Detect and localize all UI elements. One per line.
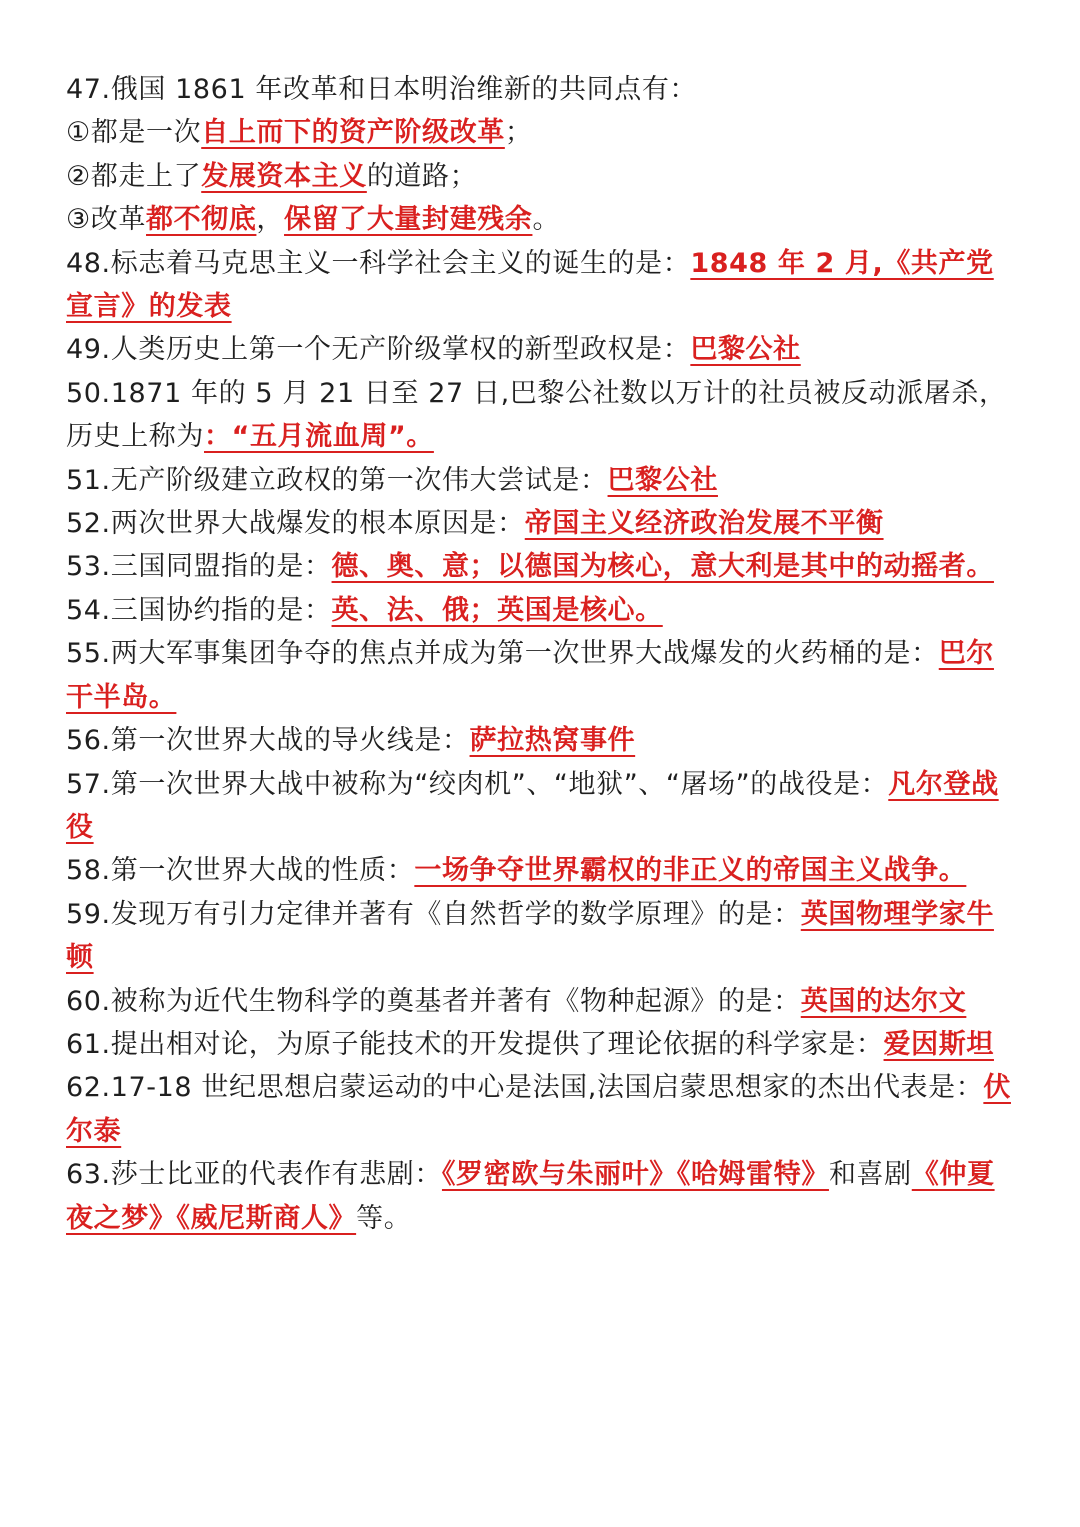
item-51 — [66, 459, 1018, 502]
item-63 — [66, 1153, 1018, 1240]
item-61-question: 61.提出相对论，为原子能技术的开发提供了理论依据的科学家是： — [66, 1028, 884, 1060]
item-60 — [66, 980, 1018, 1023]
item-51-question: 51.无产阶级建立政权的第一次伟大尝试是： — [66, 464, 608, 496]
item-50 — [66, 372, 1018, 459]
item-51-answer: 巴黎公社 — [607, 464, 718, 496]
item-47-point-3 — [66, 198, 1018, 241]
item-49-answer: 巴黎公社 — [690, 334, 801, 366]
item-53 — [66, 545, 1018, 588]
item-58-question: 58.第一次世界大战的性质： — [66, 855, 415, 887]
item-62 — [66, 1066, 1018, 1153]
answer-feudal-remnants: 保留了大量封建残余 — [284, 204, 533, 236]
item-61-answer: 爱因斯坦 — [883, 1028, 994, 1060]
item-47 — [66, 68, 1018, 111]
item-54-question: 54.三国协约指的是： — [66, 594, 332, 626]
item-58 — [66, 849, 1018, 892]
item-52-answer: 帝国主义经济政治发展不平衡 — [524, 508, 884, 540]
item-47-text: 47.俄国 1861 年改革和日本明治维新的共同点有： — [66, 74, 698, 105]
answer-top-down-bourgeois-reform: 自上而下的资产阶级改革 — [201, 117, 505, 149]
item-48 — [66, 242, 1018, 329]
item-55-question: 55.两大军事集团争夺的焦点并成为第一次世界大战爆发的火药桶的是： — [66, 638, 939, 670]
item-59 — [66, 893, 1018, 980]
point-2-suffix: 的道路； — [366, 160, 478, 192]
item-47-point-1 — [66, 111, 1018, 154]
item-59-answer: 英国物理学家牛顿 — [66, 898, 994, 974]
point-3-suffix: 。 — [532, 204, 561, 236]
item-57-answer: 凡尔登战役 — [66, 768, 999, 843]
point-2-prefix: ②都走上了 — [66, 160, 202, 192]
item-63-suffix: 等。 — [356, 1202, 412, 1234]
item-62-question: 62.17-18 世纪思想启蒙运动的中心是法国,法国启蒙思想家的杰出代表是： — [66, 1072, 984, 1104]
item-53-question: 53.三国同盟指的是： — [66, 551, 332, 583]
item-52-question: 52.两次世界大战爆发的根本原因是： — [66, 508, 525, 540]
item-53-answer: 德、奥、意；以德国为核心，意大利是其中的动摇者。 — [331, 551, 994, 583]
item-63-tragedies: 《罗密欧与朱丽叶》《哈姆雷特》 — [441, 1159, 829, 1191]
item-48-answer: 1848 年 2 月,《共产党宣言》的发表 — [66, 247, 994, 323]
item-60-question: 60.被称为近代生物科学的奠基者并著有《物种起源》的是： — [66, 985, 801, 1017]
item-49-question: 49.人类历史上第一个无产阶级掌权的新型政权是： — [66, 334, 691, 366]
item-63-connector: 和喜剧 — [828, 1159, 912, 1191]
item-56-question: 56.第一次世界大战的导火线是： — [66, 725, 470, 757]
item-55 — [66, 632, 1018, 719]
item-54 — [66, 589, 1018, 632]
point-1-prefix: ①都是一次 — [66, 117, 202, 149]
item-57 — [66, 763, 1018, 850]
item-59-question: 59.发现万有引力定律并著有《自然哲学的数学原理》的是： — [66, 898, 801, 930]
history-review-sheet — [66, 68, 1018, 1240]
answer-develop-capitalism: 发展资本主义 — [201, 160, 367, 192]
point-3-comma: ， — [256, 204, 285, 236]
item-54-answer: 英、法、俄；英国是核心。 — [331, 594, 663, 626]
item-60-answer: 英国的达尔文 — [800, 985, 967, 1017]
item-62-answer: 伏尔泰 — [66, 1072, 1011, 1147]
item-47-point-2 — [66, 155, 1018, 198]
item-50-question: 50.1871 年的 5 月 21 日至 27 日,巴黎公社数以万计的社员被反动派屠杀，历史上称为 — [66, 377, 1007, 453]
item-49 — [66, 328, 1018, 371]
answer-not-thorough: 都不彻底 — [146, 204, 257, 236]
item-63-comedies: 《仲夏夜之梦》《威尼斯商人》 — [66, 1159, 995, 1234]
item-56-answer: 萨拉热窝事件 — [469, 725, 636, 757]
item-61 — [66, 1023, 1018, 1066]
item-56 — [66, 719, 1018, 762]
item-58-answer: 一场争夺世界霸权的非正义的帝国主义战争。 — [414, 855, 967, 887]
item-52 — [66, 502, 1018, 545]
item-57-question: 57.第一次世界大战中被称为“绞肉机”、“地狱”、“屠场”的战役是： — [66, 768, 889, 800]
item-63-question: 63.莎士比亚的代表作有悲剧： — [66, 1159, 442, 1191]
point-1-suffix: ； — [504, 117, 533, 149]
item-50-answer: ：“五月流血周”。 — [204, 421, 434, 453]
item-55-answer: 巴尔干半岛。 — [66, 638, 994, 713]
point-3-prefix: ③改革 — [66, 204, 147, 236]
item-48-question: 48.标志着马克思主义一科学社会主义的诞生的是： — [66, 247, 691, 279]
